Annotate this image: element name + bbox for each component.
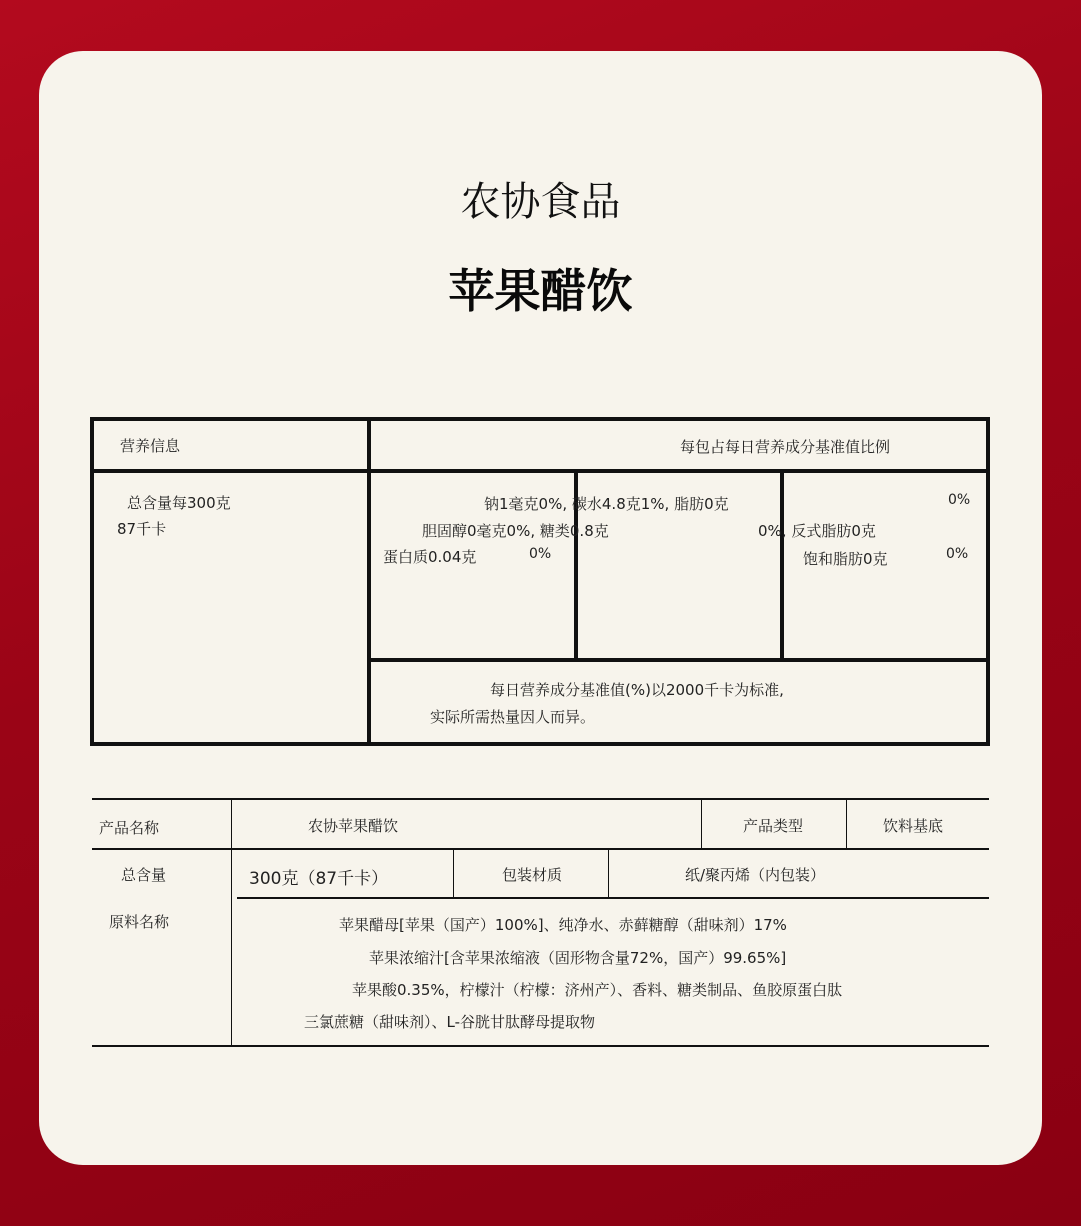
nutrition-fat-percent: 0% bbox=[948, 492, 971, 508]
info-package-value: 纸/聚丙烯（内包装） bbox=[685, 866, 826, 884]
info-ingredients-label: 原料名称 bbox=[109, 913, 170, 931]
info-ingredients-line: 三氯蔗糖（甜味剂）、L-谷胱甘肽酵母提取物 bbox=[304, 1013, 596, 1031]
nutrition-divider-header bbox=[92, 469, 988, 473]
nutrition-header-left: 营养信息 bbox=[120, 437, 181, 455]
nutrition-header-right: 每包占每日营养成分基准值比例 bbox=[680, 438, 891, 456]
nutrition-divider-footer bbox=[371, 658, 988, 662]
nutrition-row-trans-fat: 0%, 反式脂肪0克 bbox=[758, 522, 876, 540]
info-divider-type-value bbox=[846, 800, 847, 849]
nutrition-total-calories: 87千卡 bbox=[117, 520, 167, 538]
brand-name: 农协食品 bbox=[460, 179, 621, 225]
nutrition-row-saturated-fat: 饱和脂肪0克 bbox=[803, 550, 888, 568]
info-type-label: 产品类型 bbox=[743, 817, 804, 835]
nutrition-saturated-fat-percent: 0% bbox=[946, 546, 969, 562]
info-divider-type-label bbox=[701, 800, 702, 849]
nutrition-divider-vertical bbox=[367, 419, 371, 744]
info-ingredients-line: 苹果浓缩汁[含苹果浓缩液（固形物含量72%，国产）99.65%] bbox=[369, 949, 787, 967]
info-ingredients-line: 苹果酸0.35%，柠檬汁（柠檬：济州产）、香料、糖类制品、鱼胶原蛋白肽 bbox=[352, 981, 843, 999]
nutrition-protein-percent: 0% bbox=[529, 546, 552, 562]
info-divider-label-col bbox=[231, 800, 232, 1046]
nutrition-row-sodium-carb-fat: 钠1毫克0%, 碳水4.8克1%, 脂肪0克 bbox=[484, 495, 729, 513]
info-border-bottom bbox=[92, 1045, 989, 1047]
nutrition-footnote-line1: 每日营养成分基准值(%)以2000千卡为标准, bbox=[490, 681, 784, 699]
info-content-value: 300克（87千卡） bbox=[249, 869, 389, 889]
info-divider-row2 bbox=[237, 897, 989, 899]
info-package-label: 包装材质 bbox=[502, 866, 563, 884]
nutrition-row-protein: 蛋白质0.04克 bbox=[383, 548, 477, 566]
nutrition-total-content: 总含量每300克 bbox=[127, 494, 231, 512]
nutrition-row-cholesterol-sugar: 胆固醇0毫克0%, 糖类0.8克 bbox=[422, 522, 609, 540]
info-content-label: 总含量 bbox=[121, 866, 167, 884]
nutrition-footnote-line2: 实际所需热量因人而异。 bbox=[430, 708, 596, 726]
nutrition-divider-col2 bbox=[780, 473, 784, 660]
info-divider-package-label bbox=[453, 850, 454, 898]
info-border-top bbox=[92, 798, 989, 800]
info-type-value: 饮料基底 bbox=[883, 817, 944, 835]
info-name-label: 产品名称 bbox=[99, 819, 160, 837]
info-ingredients-line: 苹果醋母[苹果（国产）100%]、纯净水、赤藓糖醇（甜味剂）17% bbox=[339, 916, 787, 934]
info-divider-package-value bbox=[608, 850, 609, 898]
info-divider-row1 bbox=[92, 848, 989, 850]
product-title: 苹果醋饮 bbox=[448, 264, 633, 318]
info-name-value: 农协苹果醋饮 bbox=[308, 817, 399, 835]
